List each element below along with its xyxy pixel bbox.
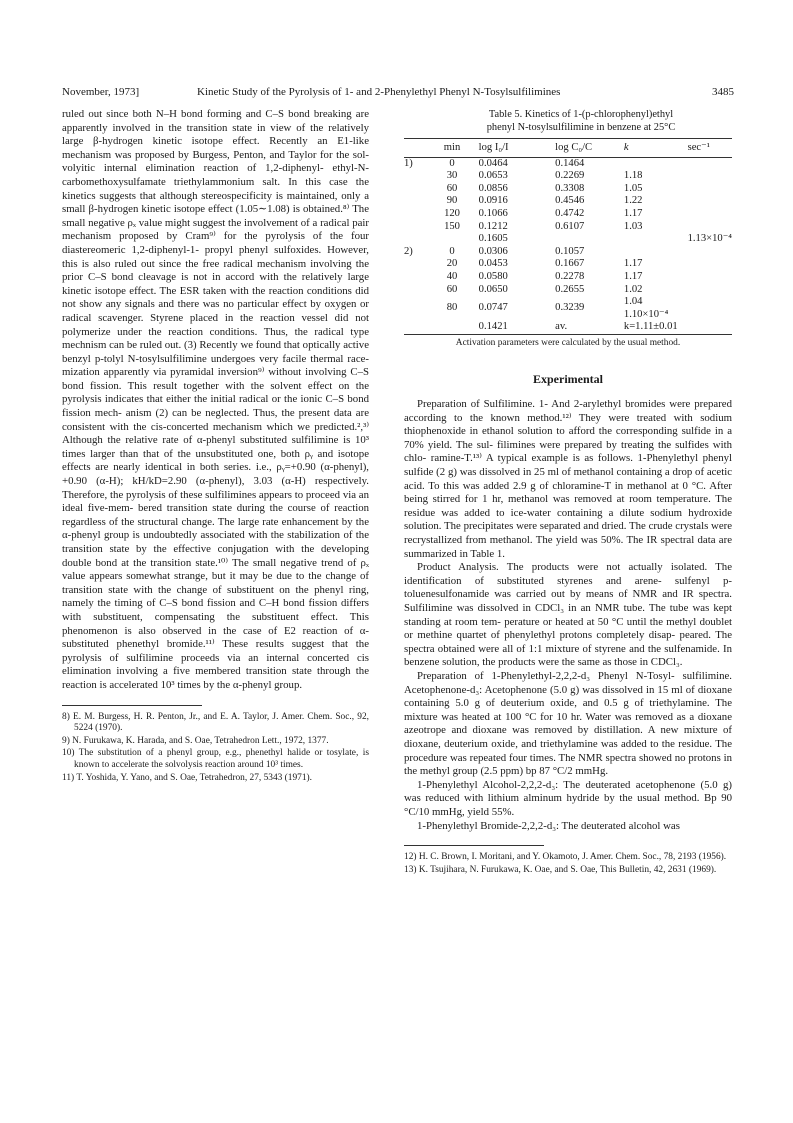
table-cell: 1.05 xyxy=(623,182,643,194)
footnote-8: 8) E. M. Burgess, H. R. Penton, Jr., and E. A. Taylor, J. Amer. Chem. Soc., 92, 5224 (1970). xyxy=(62,711,369,734)
table-cell xyxy=(404,195,433,208)
table-row xyxy=(404,170,732,183)
page-number: 3485 xyxy=(712,86,734,98)
table-cell xyxy=(688,208,732,221)
header-cell: min xyxy=(443,142,461,153)
table-cell: 150 xyxy=(444,220,460,232)
table-row xyxy=(404,258,732,271)
table-cell: 0.6107 xyxy=(555,220,585,232)
table-cell xyxy=(404,296,433,321)
footnote-9: 9) N. Furukawa, K. Harada, and S. Oae, Tetrahedron Lett., 1972, 1377. xyxy=(62,735,329,746)
table-cell: 1.17 xyxy=(623,207,643,219)
table-cell: 2) xyxy=(404,245,413,257)
table-row xyxy=(404,183,732,196)
table-cell: 0.1057 xyxy=(555,245,585,257)
table-row xyxy=(404,157,732,170)
table-cell: 80 xyxy=(446,302,458,314)
table-cell: 1.02 xyxy=(623,283,643,295)
table-cell: 1.17 xyxy=(623,270,643,282)
table-header-row xyxy=(404,139,732,157)
table-cell: 0.0653 xyxy=(478,170,508,182)
table-cell: 0.1667 xyxy=(555,258,585,270)
table-cell: 0.3308 xyxy=(555,182,585,194)
table-cell xyxy=(404,233,433,246)
table-cell xyxy=(688,157,732,170)
table-cell: 40 xyxy=(446,270,458,282)
table-cell: 0.4546 xyxy=(555,195,585,207)
table-cell xyxy=(404,321,433,334)
table-cell: 0.3239 xyxy=(555,302,585,314)
table-cell: 0.2278 xyxy=(555,270,585,282)
experimental-paragraph: 1-Phenylethyl Alcohol-2,2,2-d₃: The deuterated acetophenone (5.0 g) was reduced with lithium alminum hydride by the usual method. Bp 90 °C/10 mmHg, yield 55%. xyxy=(404,778,732,818)
table-caption xyxy=(430,108,732,134)
table-caption-line-2: phenyl N-tosylsulfilimine in benzene at 25°C xyxy=(486,122,676,133)
table-cell: 30 xyxy=(446,170,458,182)
table-cell: 0.0856 xyxy=(478,182,508,194)
table-note: Activation parameters were calculated by the usual method. xyxy=(455,337,681,348)
table-cell: 1) xyxy=(404,157,413,169)
experimental-paragraph: Product Analysis. The products were not actually isolated. The identification of substituted styrenes and arene- sulfenyl p-toluenesulfonamide was carried out by means of NMR and IR spectra. Sulfilimine was dissolved in CDCl₃ in an NMR tube. The tube was kept standing at room tem- perature or heated at 50 °C until the methyl doublet or methine quartet of phenylethyl protons completely disap- peared. The spectra obtained were all of 1:1 mixture of styrene and the sulfenamide. In benzene solution, the products were the same as those in CDCl₃. xyxy=(404,561,732,669)
header-cell: log C₀/C xyxy=(555,142,593,153)
table-cell: 60 xyxy=(446,182,458,194)
table-cell: av. xyxy=(555,321,568,333)
table-row xyxy=(404,246,732,259)
table-cell: 0.1421 xyxy=(478,321,508,333)
table-cell xyxy=(688,170,732,183)
footnote-divider xyxy=(62,705,202,706)
table-cell: k=1.11±0.01 xyxy=(623,321,678,333)
left-column xyxy=(62,108,369,785)
table-cell: 1.03 xyxy=(623,220,643,232)
table-cell: 0.2269 xyxy=(555,170,585,182)
table-row xyxy=(404,208,732,221)
table-cell xyxy=(404,170,433,183)
table-cell xyxy=(404,221,433,234)
header-cell xyxy=(404,139,433,157)
table-cell: 0.2655 xyxy=(555,283,585,295)
experimental-paragraph: Preparation of 1-Phenylethyl-2,2,2-d₃ Phenyl N-Tosyl- sulfilimine. Acetophenone-d₃: Acetophenone (5.0 g) was dissolved in 15 ml of dioxane containing 5.0 g of deuterium oxide, and 0.5 g of triethylamine. The mixture was heated at 100 °C for 10 hr. Water was removed as a dioxane azeotrope and dioxane was removed by distillation. A new mixture of dioxane, deuterium oxide, and triethylamine was added to the residue. The procedure was repeated four times. The NMR spectra showed no protons in the methyl group (2.5 ppm) bp 87 °C/2 mmHg. xyxy=(404,669,732,778)
table-cell xyxy=(433,321,470,334)
section-heading: Experimental xyxy=(533,371,603,386)
table-row xyxy=(404,233,732,246)
header-title: Kinetic Study of the Pyrolysis of 1- and 2-Phenylethyl Phenyl N-Tosylsulfilimines xyxy=(197,86,561,98)
body-paragraph: ruled out since both N–H bond forming and C–S bond breaking are apparently involved in the transition state in view of the relatively large β-hydrogen kinetic isotope effect. Recently an E1-like mechanism was proposed by Burgess, Penton, and Taylor for the sol- volyitic internal elimination reaction of 1,2-diphenyl- ethyl-N-carbomethoxysulfamate triethylammonium salt. In this case the kinetics suggests that although stereospecificity is maintained, only a small β-hydrogen kinetic isotope effect (1.05∼1.08) is obtained.⁸⁾ The small negative ρₓ value might suggest the involvement of a radical pair mechanism proposed by Cram⁹⁾ for the pyrolysis of the four diastereomeric 1,2-diphenyl-1- propyl phenyl sulfoxides. However, this is also ruled out since the free radical mechanism involving the prior C–S bond cleavage is not in accord with the relatively large kinetic isotope effect. The ESR taken with the reaction conditions did not show any signals and there was no particular effect by oxygen or radical scavenger. Styrene placed in the reaction vessel did not polymerize under the reaction conditions. Thus, the radical type mechnism can be ruled out. (3) Recently we found that optically active benzyl p-tolyl N-tosylsulfilimine undergoes very facile thermal race- mization apparently via pyramidal inversion⁹⁾ without involving C–S bond fission. This result together with the solvent effect on the pyrolysis indicates that either the initial radical or the ionic C–S bond fission mech- anism (2) can be neglected. Thus, the present data are consistent with the cis-concerted mechanism which we predicted.²,³⁾ Although the relative rate of α-phenyl substituted sulfilimine is 10³ times larger than that of the unsubstituted one, both ρᵧ and isotope effects are nearly identical in both series. i.e., ρᵧ=+0.90 (α-phenyl), +0.90 (α-H); kH/kD=2.90 (α-phenyl), 3.03 (α-H) respectively. Therefore, the pyrolysis of these sulfilimines appears to proceed via an ideal five-mem- bered transition state during the course of reaction regardless of the structural change. The large rate enhancement by the α-phenyl group is undoubtedly associated with the stabilization of the transition state by the effective conjugation with the developing double bond at the transition state.¹⁰⁾ The small negative trend of ρₓ value appears somewhat strange, but it may be due to the change of transition state with the change of substituent on the phenyl ring, namely the timing of C–S bond fission and C–H bond fission differs with substituent, compensating the substituent effect. This phenomenon is also observed in the case of E2 reaction of α-substituted phenethyl bromide.¹¹⁾ These results suggest that the pyrolysis of sulfilimine proceeds via an internal concerted cis elimination involving a five membered transition state through the reaction is accelerated 10³ times by the α-phenyl group. xyxy=(62,108,369,691)
table-cell xyxy=(624,246,688,259)
table-cell xyxy=(433,233,470,246)
table-cell: 0.0306 xyxy=(478,245,508,257)
table-cell xyxy=(688,221,732,234)
table-row xyxy=(404,296,732,321)
footnote-10: 10) The substitution of a phenyl group, e.g., phenethyl halide or tosylate, is known to accelerate the solvolysis reaction around 10³ times. xyxy=(62,748,369,770)
footnote-11: 11) T. Yoshida, Y. Yano, and S. Oae, Tetrahedron, 27, 5343 (1971). xyxy=(62,772,313,783)
experimental-paragraph: 1-Phenylethyl Bromide-2,2,2-d₃: The deuterated alcohol was xyxy=(417,819,680,832)
table-row xyxy=(404,195,732,208)
table-cell: 1.17 xyxy=(623,258,643,270)
table-cell xyxy=(688,246,732,259)
header-cell: sec⁻¹ xyxy=(687,142,710,153)
table-cell: 120 xyxy=(444,207,460,219)
header-date: November, 1973] xyxy=(62,86,140,98)
table-cell xyxy=(404,271,433,284)
table-row xyxy=(404,221,732,234)
table-cell: 0.4742 xyxy=(555,207,585,219)
table-cell: 0.0464 xyxy=(478,157,508,169)
table-cell: 0.0747 xyxy=(478,302,508,314)
table-caption-line-1: Table 5. Kinetics of 1-(p-chlorophenyl)ethyl xyxy=(488,109,674,120)
table-cell: 0 xyxy=(449,157,455,169)
table-row xyxy=(404,321,732,334)
table-cell: 0.0453 xyxy=(478,258,508,270)
table-cell: 0.0650 xyxy=(478,283,508,295)
header-cell: log I₀/I xyxy=(478,142,509,153)
table-row xyxy=(404,271,732,284)
footnote-12: 12) H. C. Brown, I. Moritani, and Y. Okamoto, J. Amer. Chem. Soc., 78, 2193 (1956). xyxy=(404,852,727,863)
table-cell: 0 xyxy=(449,245,455,257)
table-row xyxy=(404,284,732,297)
table-cell xyxy=(688,183,732,196)
table-cell: 1.18 xyxy=(623,170,643,182)
table-cell xyxy=(404,258,433,271)
table-cell: 60 xyxy=(446,283,458,295)
kinetics-table xyxy=(404,139,732,334)
table-bottom-rule xyxy=(404,334,732,335)
header-cell: k xyxy=(623,142,629,153)
footnote-13: 13) K. Tsujihara, N. Furukawa, K. Oae, and S. Oae, This Bulletin, 42, 2631 (1969). xyxy=(404,864,717,875)
table-cell: 0.1212 xyxy=(478,220,508,232)
table-cell xyxy=(688,321,732,334)
table-cell xyxy=(624,157,688,170)
table-cell xyxy=(688,284,732,297)
table-cell: 0.1066 xyxy=(478,207,508,219)
table-cell xyxy=(624,233,688,246)
table-cell: 1.04 1.10×10⁻⁴ xyxy=(623,296,669,320)
table-cell: 1.13×10⁻⁴ xyxy=(687,233,732,245)
footnote-divider xyxy=(404,845,544,846)
right-column xyxy=(404,108,732,877)
table-cell xyxy=(688,195,732,208)
table-cell xyxy=(404,208,433,221)
table-cell xyxy=(555,233,624,246)
table-cell: 0.0580 xyxy=(478,270,508,282)
table-cell: 0.1605 xyxy=(478,233,508,245)
table-cell xyxy=(688,271,732,284)
table-cell: 0.1464 xyxy=(555,157,585,169)
table-cell: 90 xyxy=(446,195,458,207)
table-cell: 0.0916 xyxy=(478,195,508,207)
experimental-paragraph: Preparation of Sulfilimine. 1- And 2-arylethyl bromides were prepared according to the known method.¹²⁾ They were treated with sodium thiophenoxide in ethanol solution to afford the corresponding sulfide in a 70% yield. The sul- filimines were prepared by treating the sulfides with chlo- ramine-T.¹³⁾ A typical example is as follows. 1-Phenylethyl phenyl sulfide (2 g) was dissolved in 25 ml of methanol containing a drop of acetic acid. To this was added 2.9 g of chloramine-T in methanol at 0 °C. After being stirred for 1 hr, methanol was removed at room temperature. The residue was added to ice-water containing a dilute sodium hydroxide solution. The precipitates were separated and dried. The crude crystals were recrystallized from methanol. The yield was 50%. The IR spectral data are summarized in Table 1. xyxy=(404,398,732,560)
table-cell xyxy=(404,183,433,196)
table-cell xyxy=(688,258,732,271)
table-cell: 1.22 xyxy=(623,195,643,207)
table-cell xyxy=(404,284,433,297)
table-cell xyxy=(688,296,732,321)
table-cell: 20 xyxy=(446,258,458,270)
